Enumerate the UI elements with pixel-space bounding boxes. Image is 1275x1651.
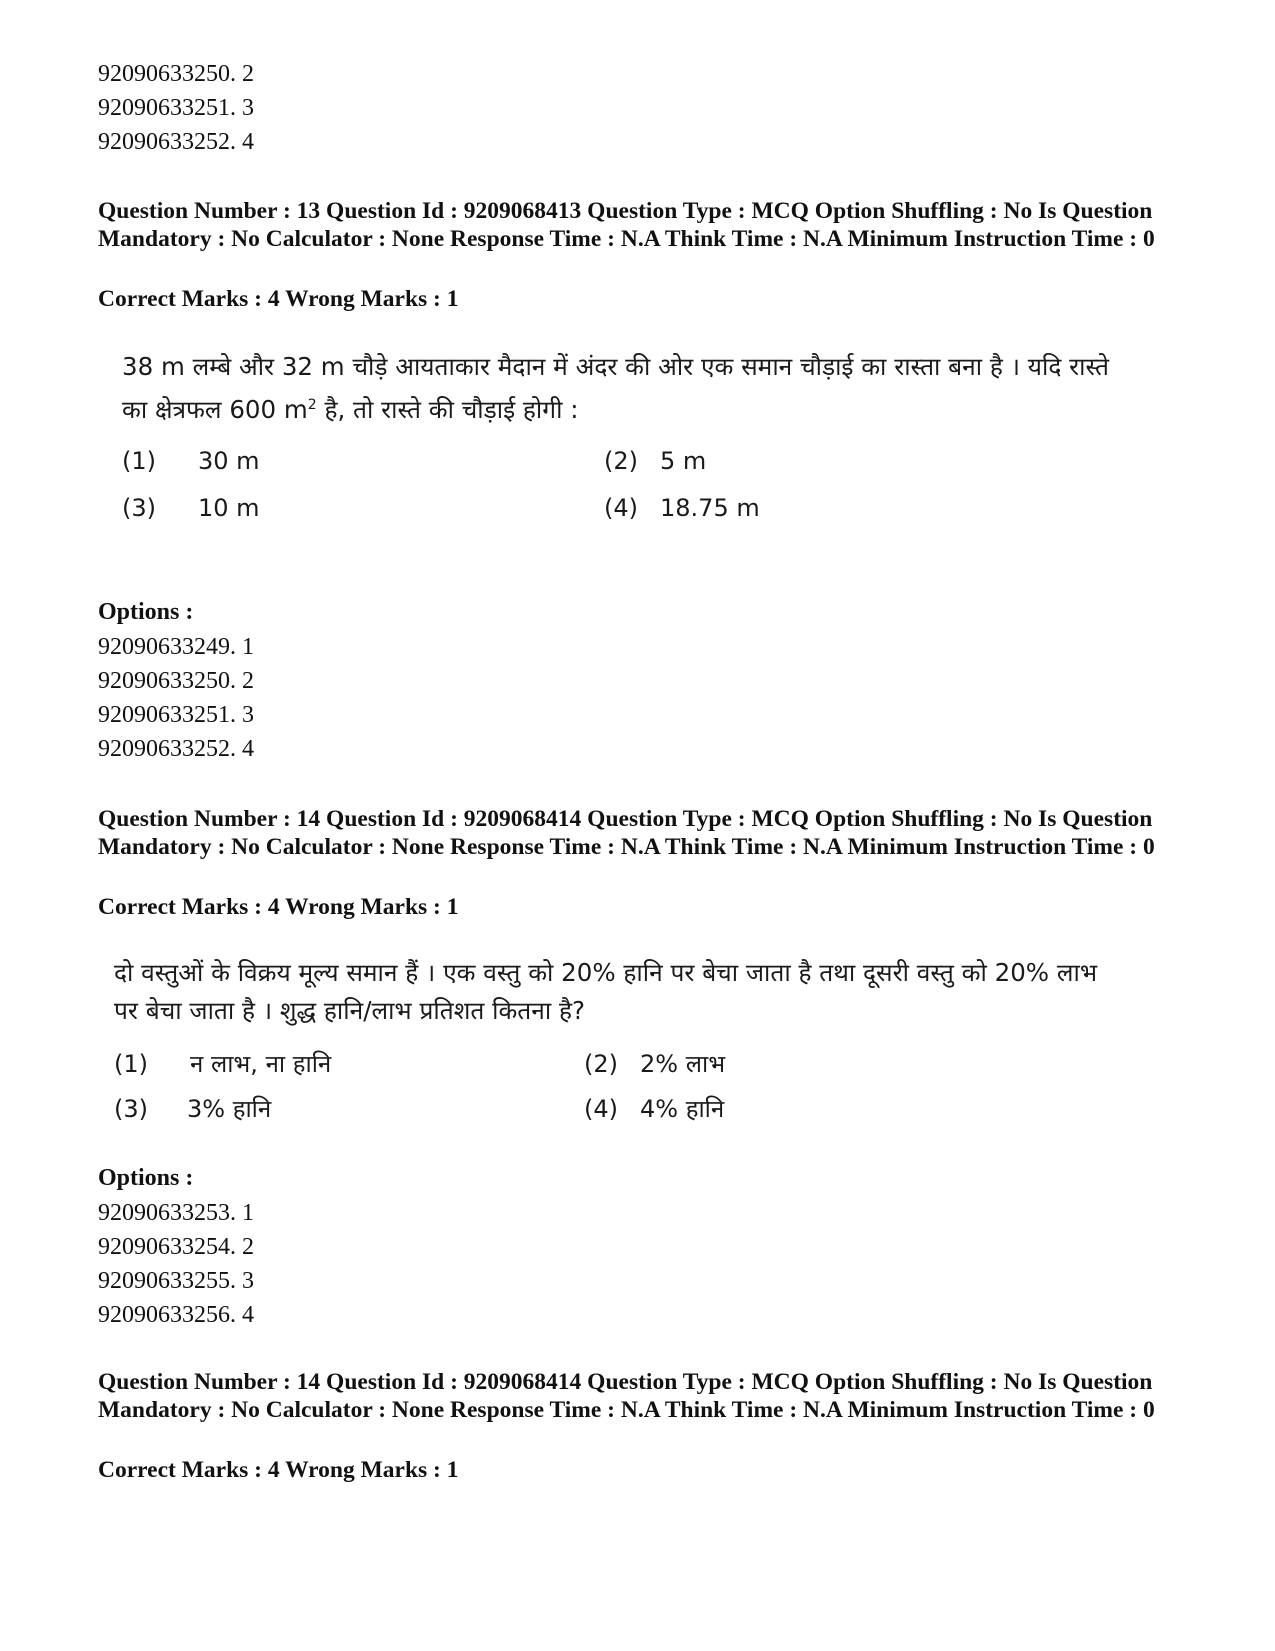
marks-line: Correct Marks : 4 Wrong Marks : 1: [98, 1457, 459, 1483]
marks-line: Correct Marks : 4 Wrong Marks : 1: [98, 894, 459, 920]
answer-choice: (4) 18.75 m: [604, 494, 760, 522]
option-line: 92090633250. 2: [98, 668, 254, 694]
answer-choice: (2) 5 m: [604, 447, 707, 475]
option-line: 92090633251. 3: [98, 95, 254, 121]
option-line: 92090633253. 1: [98, 1200, 254, 1226]
answer-choice: (1) न लाभ, ना हानि: [114, 1050, 332, 1078]
question-header: Question Number : 13 Question Id : 9209068413 Question Type : MCQ Option Shuffling : No Is Question Mandatory : No Calculator : None Response Time : N.A Think Time : N.A Minimum Instruction Time : 0: [98, 198, 1155, 252]
option-line: 92090633251. 3: [98, 702, 254, 728]
option-line: 92090633254. 2: [98, 1234, 254, 1260]
options-label: Options :: [98, 599, 194, 625]
answer-choice: (2) 2% लाभ: [584, 1050, 726, 1078]
option-line: 92090633250. 2: [98, 61, 254, 87]
question-header: Question Number : 14 Question Id : 9209068414 Question Type : MCQ Option Shuffling : No Is Question Mandatory : No Calculator : None Response Time : N.A Think Time : N.A Minimum Instruction Time : 0: [98, 806, 1155, 860]
option-line: 92090633256. 4: [98, 1302, 254, 1328]
answer-choice: (3) 10 m: [122, 494, 260, 522]
question-text: 38 m लम्बे और 32 m चौड़े आयताकार मैदान में अंदर की ओर एक समान चौड़ाई का रास्ता बना है । यदि रास्ते का क्षेत्रफल 600 $m^2$ है, तो रास्ते की चौड़ाई होगी :: [122, 352, 1109, 425]
answer-choice: (1) 30 m: [122, 447, 260, 475]
marks-line: Correct Marks : 4 Wrong Marks : 1: [98, 286, 459, 312]
superscript: 2: [307, 397, 317, 413]
answer-choice: (3) 3% हानि: [114, 1095, 272, 1123]
question-text: दो वस्तुओं के विक्रय मूल्य समान हैं । एक वस्तु को 20% हानि पर बेचा जाता है तथा दूसरी वस्तु को 20% लाभ पर बेचा जाता है । शुद्ध हानि/लाभ प्रतिशत कितना है?: [114, 958, 1098, 1025]
option-line: 92090633255. 3: [98, 1268, 254, 1294]
option-line: 92090633252. 4: [98, 129, 254, 155]
options-label: Options :: [98, 1165, 194, 1191]
option-line: 92090633249. 1: [98, 634, 254, 660]
answer-choice: (4) 4% हानि: [584, 1095, 725, 1123]
option-line: 92090633252. 4: [98, 736, 254, 762]
question-header: Question Number : 14 Question Id : 9209068414 Question Type : MCQ Option Shuffling : No Is Question Mandatory : No Calculator : None Response Time : N.A Think Time : N.A Minimum Instruction Time : 0: [98, 1369, 1155, 1423]
